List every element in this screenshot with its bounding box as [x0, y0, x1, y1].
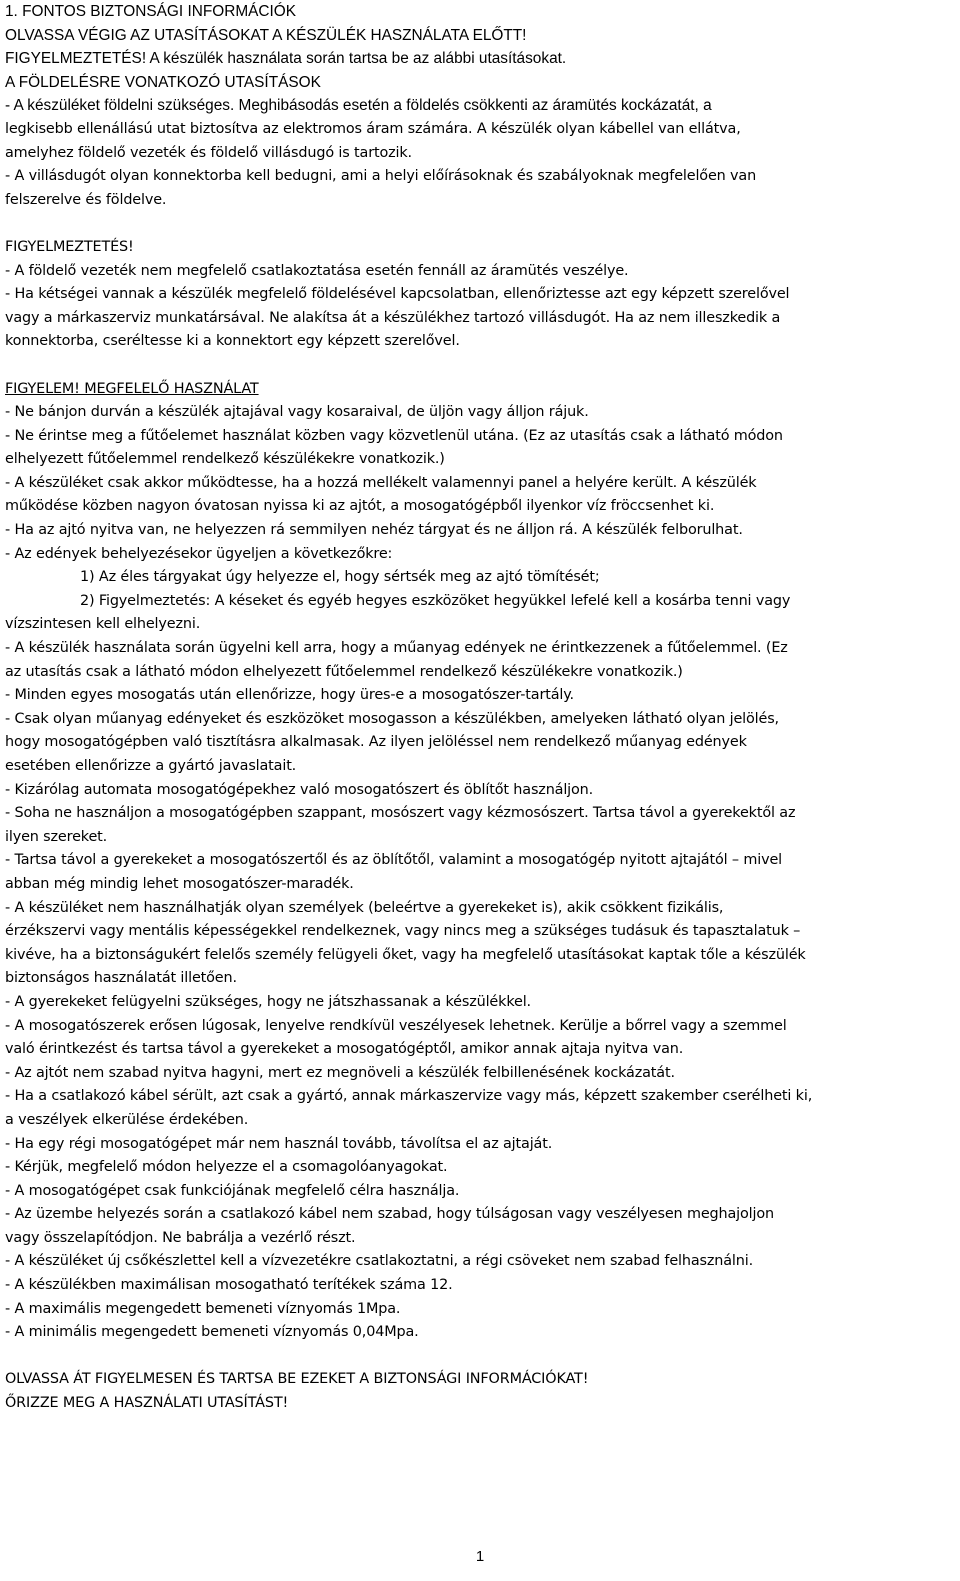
usage-line: - Ha egy régi mosogatógépet már nem használ tovább, távolítsa el az ajtaját.: [5, 1135, 553, 1152]
paragraph-gap: [5, 212, 953, 236]
grounding-title: A FÖLDELÉSRE VONATKOZÓ UTASÍTÁSOK: [5, 73, 321, 91]
usage-line: vagy összelapítódjon. Ne babrálja a vezérlő részt.: [5, 1229, 356, 1246]
usage-line: - A készülék használata során ügyelni kell arra, hogy a műanyag edények ne érintkezzenek a fűtőelemmel. (Ez: [5, 640, 788, 657]
usage-line: - Az üzembe helyezés során a csatlakozó kábel nem szabad, hogy túlságosan vagy veszélyesen meghajoljon: [5, 1206, 774, 1223]
usage-line: - Minden egyes mosogatás után ellenőrizze, hogy üres-e a mosogatószer-tartály.: [5, 687, 574, 704]
warning-heading: FIGYELMEZTETÉS!: [5, 238, 134, 255]
usage-line: - A készüléket nem használhatják olyan személyek (beleértve a gyerekeket is), akik csökkent fizikális,: [5, 899, 724, 916]
usage-line: az utasítás csak a látható módon elhelyezett fűtőelemmel rendelkező készülékekre vonatkozik.): [5, 663, 683, 680]
usage-line: elhelyezett fűtőelemmel rendelkező készülékekre vonatkozik.): [5, 451, 445, 468]
closing-notice: OLVASSA ÁT FIGYELMESEN ÉS TARTSA BE EZEKET A BIZTONSÁGI INFORMÁCIÓKAT!: [5, 1371, 589, 1388]
grounding-line: - A villásdugót olyan konnektorba kell bedugni, ami a helyi előírásoknak és szabályoknak megfelelően van: [5, 168, 757, 185]
usage-line: ilyen szereket.: [5, 828, 108, 845]
usage-line: érzékszervi vagy mentális képességekkel rendelkeznek, vagy nincs meg a szükséges tudásuk és tapasztalatuk –: [5, 923, 801, 940]
grounding-line: felszerelve és földelve.: [5, 191, 167, 208]
warning-line: - Ha kétségei vannak a készülék megfelelő földelésével kapcsolatban, ellenőriztesse azt egy képzett szerelővel: [5, 286, 790, 303]
warning-intro: FIGYELMEZTETÉS! A készülék használata során tartsa be az alábbi utasításokat.: [5, 50, 567, 68]
usage-line: - A készülékben maximálisan mosogatható terítékek száma 12.: [5, 1277, 453, 1294]
grounding-line: amelyhez földelő vezeték és földelő villásdugó is tartozik.: [5, 144, 412, 161]
usage-line: - A mosogatószerek erősen lúgosak, lenyelve rendkívül veszélyesek lehetnek. Kerülje a bőrrel vagy a szemmel: [5, 1017, 787, 1034]
usage-line: - Csak olyan műanyag edényeket és eszközöket mosogasson a készülékben, amelyeken látható olyan jelölés,: [5, 710, 779, 727]
usage-line: - A minimális megengedett bemeneti víznyomás 0,04Mpa.: [5, 1324, 419, 1341]
usage-line: 2) Figyelmeztetés: A késeket és egyéb hegyes eszközöket hegyükkel lefelé kell a kosárba tenni vagy: [80, 592, 791, 609]
usage-line: - Ne érintse meg a fűtőelemet használat közben vagy közvetlenül utána. (Ez az utasítás csak a látható módon: [5, 427, 783, 444]
usage-line: való érintkezést és tartsa távol a gyerekeket a mosogatógéptől, amikor annak ajtaja nyitva van.: [5, 1041, 684, 1058]
usage-line: hogy mosogatógépben való tisztításra alkalmasak. Az ilyen jelöléssel nem rendelkező műanyag edények: [5, 734, 747, 751]
usage-line: - Kizárólag automata mosogatógépekhez való mosogatószert és öblítőt használjon.: [5, 781, 594, 798]
usage-line: működése közben nagyon óvatosan nyissa ki az ajtót, a mosogatógépből ilyenkor víz fröccsenhet ki.: [5, 498, 715, 515]
usage-line: 1) Az éles tárgyakat úgy helyezze el, hogy sértsék meg az ajtó tömítését;: [80, 569, 600, 586]
grounding-line: - A készüléket földelni szükséges. Meghibásodás esetén a földelés csökkenti az áramütés kockázatát, a: [5, 97, 712, 115]
usage-line: - Az ajtót nem szabad nyitva hagyni, mert ez megnöveli a készülék felbillenésének kockázatát.: [5, 1064, 675, 1081]
usage-line: - Kérjük, megfelelő módon helyezze el a csomagolóanyagokat.: [5, 1159, 448, 1176]
page-number: 1: [475, 1548, 485, 1565]
usage-line: - A készüléket új csőkészlettel kell a vízvezetékre csatlakoztatni, a régi csöveket nem szabad felhasználni.: [5, 1253, 754, 1270]
paragraph-gap: [5, 1345, 953, 1369]
keep-manual-notice: ŐRIZZE MEG A HASZNÁLATI UTASÍTÁST!: [5, 1395, 289, 1412]
usage-line: - A maximális megengedett bemeneti víznyomás 1Mpa.: [5, 1300, 401, 1317]
usage-line: a veszélyek elkerülése érdekében.: [5, 1111, 249, 1128]
paragraph-gap: [5, 354, 953, 378]
usage-list: [5, 401, 953, 1345]
usage-line: - Ha az ajtó nyitva van, ne helyezzen rá semmilyen nehéz tárgyat és ne álljon rá. A készülék felborulhat.: [5, 522, 743, 539]
usage-heading: FIGYELEM! MEGFELELŐ HASZNÁLAT: [5, 380, 259, 397]
usage-line: - A gyerekeket felügyelni szükséges, hogy ne játszhassanak a készülékkel.: [5, 993, 531, 1010]
usage-line: - Az edények behelyezésekor ügyeljen a következőkre:: [5, 545, 393, 562]
read-all-notice: OLVASSA VÉGIG AZ UTASÍTÁSOKAT A KÉSZÜLÉK HASZNÁLATA ELŐTT!: [5, 26, 527, 44]
warning-line: - A földelő vezeték nem megfelelő csatlakoztatása esetén fennáll az áramütés veszélye.: [5, 262, 629, 279]
usage-line: - Ne bánjon durván a készülék ajtajával vagy kosaraival, de üljön vagy álljon rájuk.: [5, 404, 589, 421]
warning-line: konnektorba, cseréltesse ki a konnektort egy képzett szerelővel.: [5, 333, 460, 350]
grounding-line: legkisebb ellenállású utat biztosítva az elektromos áram számára. A készülék olyan kábellel van ellátva,: [5, 120, 741, 137]
document-page: [5, 0, 953, 1416]
warning-line: vagy a márkaszerviz munkatársával. Ne alakítsa át a készülékhez tartozó villásdugót. Ha az nem illeszkedik a: [5, 309, 781, 326]
usage-line: esetében ellenőrizze a gyártó javaslatait.: [5, 758, 297, 774]
usage-line: biztonságos használatát illetően.: [5, 970, 237, 987]
usage-line: abban még mindig lehet mosogatószer-maradék.: [5, 875, 354, 892]
usage-line: - A készüléket csak akkor működtesse, ha a hozzá mellékelt valamennyi panel a helyére került. A készülék: [5, 474, 757, 491]
section-title: 1. FONTOS BIZTONSÁGI INFORMÁCIÓK: [5, 3, 297, 20]
usage-line: - Soha ne használjon a mosogatógépben szappant, mosószert vagy kézmosószert. Tartsa távol a gyerekektől az: [5, 805, 796, 822]
usage-line: - Ha a csatlakozó kábel sérült, azt csak a gyártó, annak márkaszervize vagy más, képzett szakember cserélheti ki,: [5, 1088, 813, 1105]
usage-line: - Tartsa távol a gyerekeket a mosogatószertől és az öblítőtől, valamint a mosogatógép nyitott ajtajától – mivel: [5, 852, 782, 869]
usage-line: vízszintesen kell elhelyezni.: [5, 616, 201, 633]
usage-line: kivéve, ha a biztonságukért felelős személy felügyeli őket, vagy ha megfelelő utasításokat kaptak tőle a készülék: [5, 946, 806, 963]
usage-line: - A mosogatógépet csak funkciójának megfelelő célra használja.: [5, 1182, 460, 1199]
